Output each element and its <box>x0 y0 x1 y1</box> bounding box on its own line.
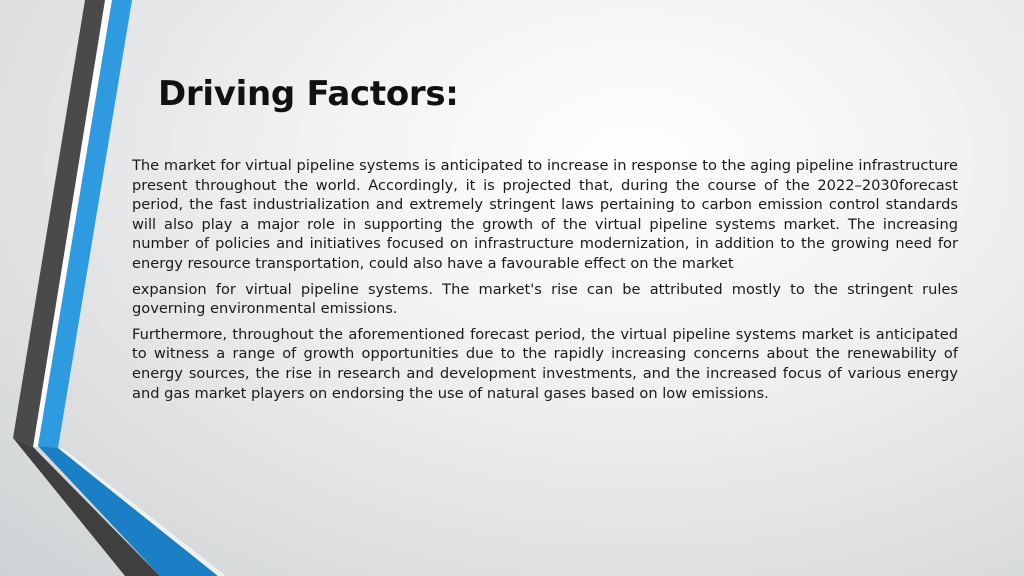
paragraph: expansion for virtual pipeline systems. The market's rise can be attributed mostly to the stringent rules governing environmental emissions. <box>132 280 958 318</box>
slide-title: Driving Factors: <box>158 74 459 114</box>
paragraph: The market for virtual pipeline systems is anticipated to increase in response to the aging pipeline infrastructure present throughout the world. Accordingly, it is projected that, during the course of the 2022–2030forecast period, the fast industrialization and extremely stringent laws pertaining to carbon emission control standards will also play a major role in supporting the growth of the virtual pipeline systems market. The increasing number of policies and initiatives focused on infrastructure modernization, in addition to the growing need for energy resource transportation, could also have a favourable effect on the market <box>132 157 958 272</box>
slide-body <box>132 156 958 409</box>
paragraph: Furthermore, throughout the aforementioned forecast period, the virtual pipeline systems market is anticipated to witness a range of growth opportunities due to the rapidly increasing concerns about the renewability of energy sources, the rise in research and development investments, and the increased focus of various energy and gas market players on endorsing the use of natural gases based on low emissions. <box>132 325 958 402</box>
